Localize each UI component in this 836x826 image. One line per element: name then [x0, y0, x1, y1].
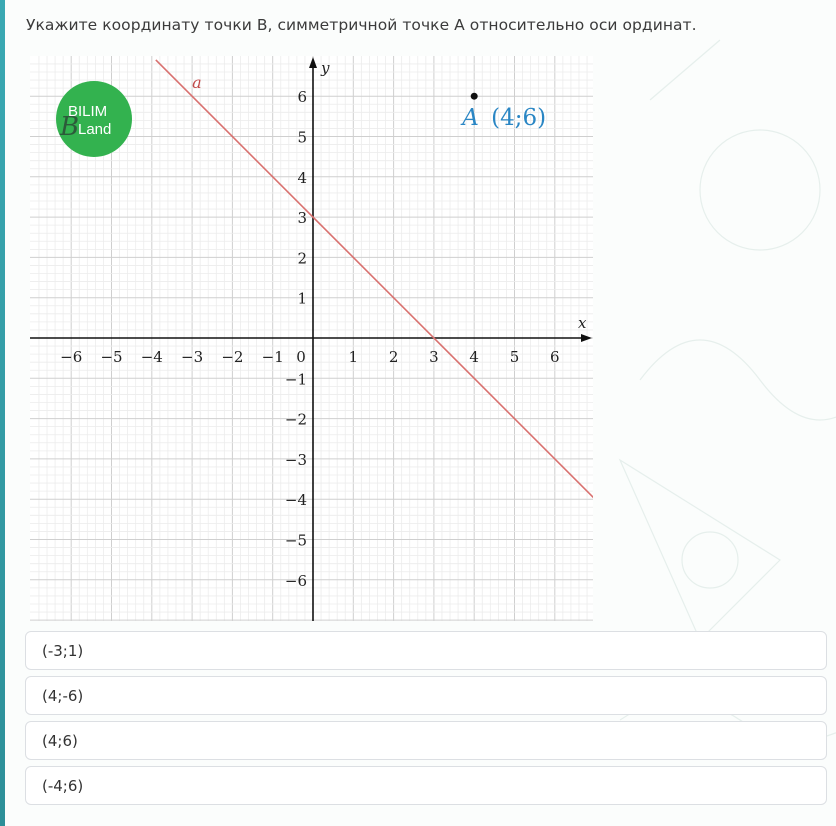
coordinate-plane [30, 56, 593, 621]
tick-labels [60, 88, 559, 590]
x-tick-label: 2 [388, 348, 399, 366]
y-axis-arrow [309, 57, 317, 68]
y-tick-label: −6 [284, 571, 307, 590]
graph-svg [30, 56, 593, 621]
point-a-letter: A [462, 105, 479, 132]
point-a-dot [471, 93, 478, 100]
x-tick-label: 5 [509, 348, 520, 366]
y-tick-label: 2 [297, 249, 307, 268]
x-tick-label: −4 [140, 348, 163, 366]
y-axis-label: y [321, 59, 330, 77]
x-tick-label: −3 [181, 348, 204, 366]
y-tick-label: 1 [297, 289, 307, 308]
point-a-label [460, 105, 546, 131]
logo-line2: Land [78, 121, 112, 138]
x-tick-label: −2 [221, 348, 244, 366]
answer-option-1[interactable]: (-3;1) [25, 631, 827, 670]
answer-option-4[interactable]: (-4;6) [25, 766, 827, 805]
y-tick-label: −3 [284, 450, 307, 469]
x-tick-label: −6 [60, 348, 83, 366]
x-axis-label: x [578, 314, 587, 332]
y-tick-label: −1 [284, 370, 307, 389]
y-tick-label: 3 [297, 209, 307, 228]
answer-option-3[interactable]: (4;6) [25, 721, 827, 760]
y-tick-label: −4 [284, 491, 307, 510]
point-b-letter: B [60, 112, 80, 142]
x-tick-label: 4 [469, 348, 479, 366]
point-a-coords: (4;6) [491, 105, 547, 132]
y-tick-label: −2 [284, 410, 307, 429]
answer-options [25, 631, 827, 811]
y-tick-label: 5 [297, 128, 307, 147]
x-axis-arrow [581, 334, 592, 342]
y-tick-label: 4 [297, 168, 307, 187]
x-tick-label: −5 [100, 348, 123, 366]
question-text: Укажите координату точки B, симметричной точке A относительно оси ординат. [26, 16, 697, 34]
x-tick-label: 6 [550, 348, 560, 366]
x-tick-label: 3 [429, 348, 439, 366]
y-tick-label: −5 [284, 531, 307, 550]
answer-option-2[interactable]: (4;-6) [25, 676, 827, 715]
logo-line1: BILIM [68, 103, 108, 120]
bilim-land-logo [56, 81, 132, 157]
y-tick-label: 6 [297, 88, 307, 107]
x-tick-label: −1 [261, 348, 284, 366]
x-tick-label: 0 [296, 348, 306, 366]
x-tick-label: 1 [348, 348, 359, 366]
line-a-label: a [192, 73, 202, 93]
